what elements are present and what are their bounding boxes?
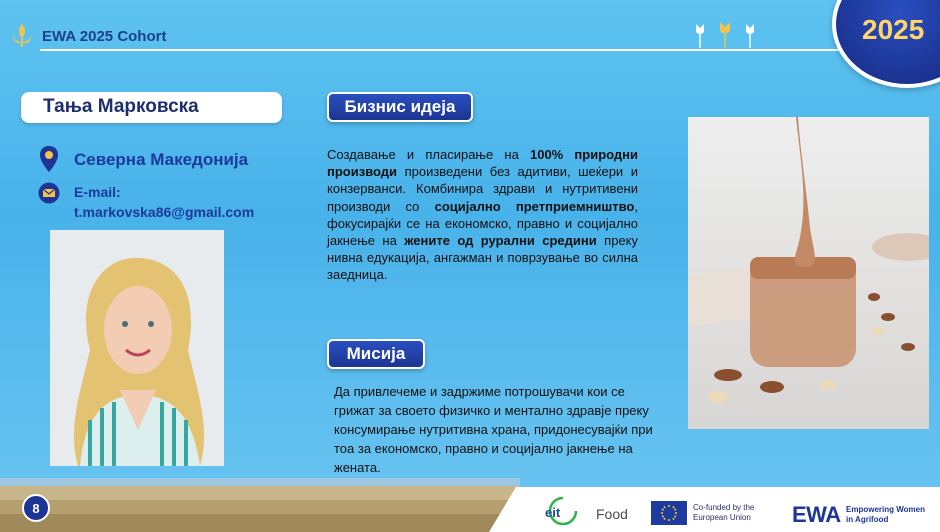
cohort-title: EWA 2025 Cohort [42, 28, 167, 45]
location-pin-icon [38, 145, 60, 173]
business-idea-heading: Бизнис идеја [327, 92, 473, 122]
email-icon [38, 182, 60, 204]
ewa-logo: EWA [792, 502, 841, 527]
person-name: Тања Марковска [43, 96, 199, 117]
wheat-field-image [0, 478, 520, 532]
business-text-part: Создавање и пласирање на [327, 147, 530, 162]
ewa-tagline: Empowering Women in Agrifood [846, 505, 925, 524]
year-badge-text: 2025 [862, 14, 925, 45]
mission-text: Да привлечеме и задржиме потрошувачи кои се грижат за своето физичко и ментално здравје преку консумирање нутритивна храна, придонесувајќи при тоа за економско, правно и социјално јакнење на жената. [334, 384, 653, 475]
business-idea-text [327, 146, 638, 284]
page-number: 8 [22, 494, 50, 522]
portrait-photo [50, 230, 224, 466]
eit-food-text: Food [596, 506, 628, 522]
email-label: E-mail: [74, 184, 121, 200]
business-text-bold: социјално претприемништво [434, 198, 635, 214]
business-text-bold: 100% природни производи [327, 147, 638, 180]
nut-butter-product-photo [688, 117, 929, 429]
eu-cofunded-text: Co-funded by the European Union [693, 503, 755, 522]
business-text-bold: жените од рурални средини [404, 233, 597, 249]
country-text: Северна Македонија [74, 150, 249, 169]
business-text-part: преку нивна едукација, ангажман и поврзување во силна заедница. [327, 233, 638, 283]
business-text-part: произведени без адитиви, шеќери и конзерванси. Комбинира здрави и нутритивени производи со [327, 164, 638, 214]
tulips-icon [690, 20, 760, 50]
eit-logo-text: eit [545, 505, 561, 520]
wheat-leaf-logo-icon [10, 22, 34, 48]
eu-flag-icon [651, 501, 687, 525]
business-text-part: , фокусирајќи се на економско, правно и социјално јакнење на [327, 198, 638, 249]
mission-heading: Мисија [327, 339, 425, 369]
email-address[interactable]: t.markovska86@gmail.com [74, 204, 255, 220]
